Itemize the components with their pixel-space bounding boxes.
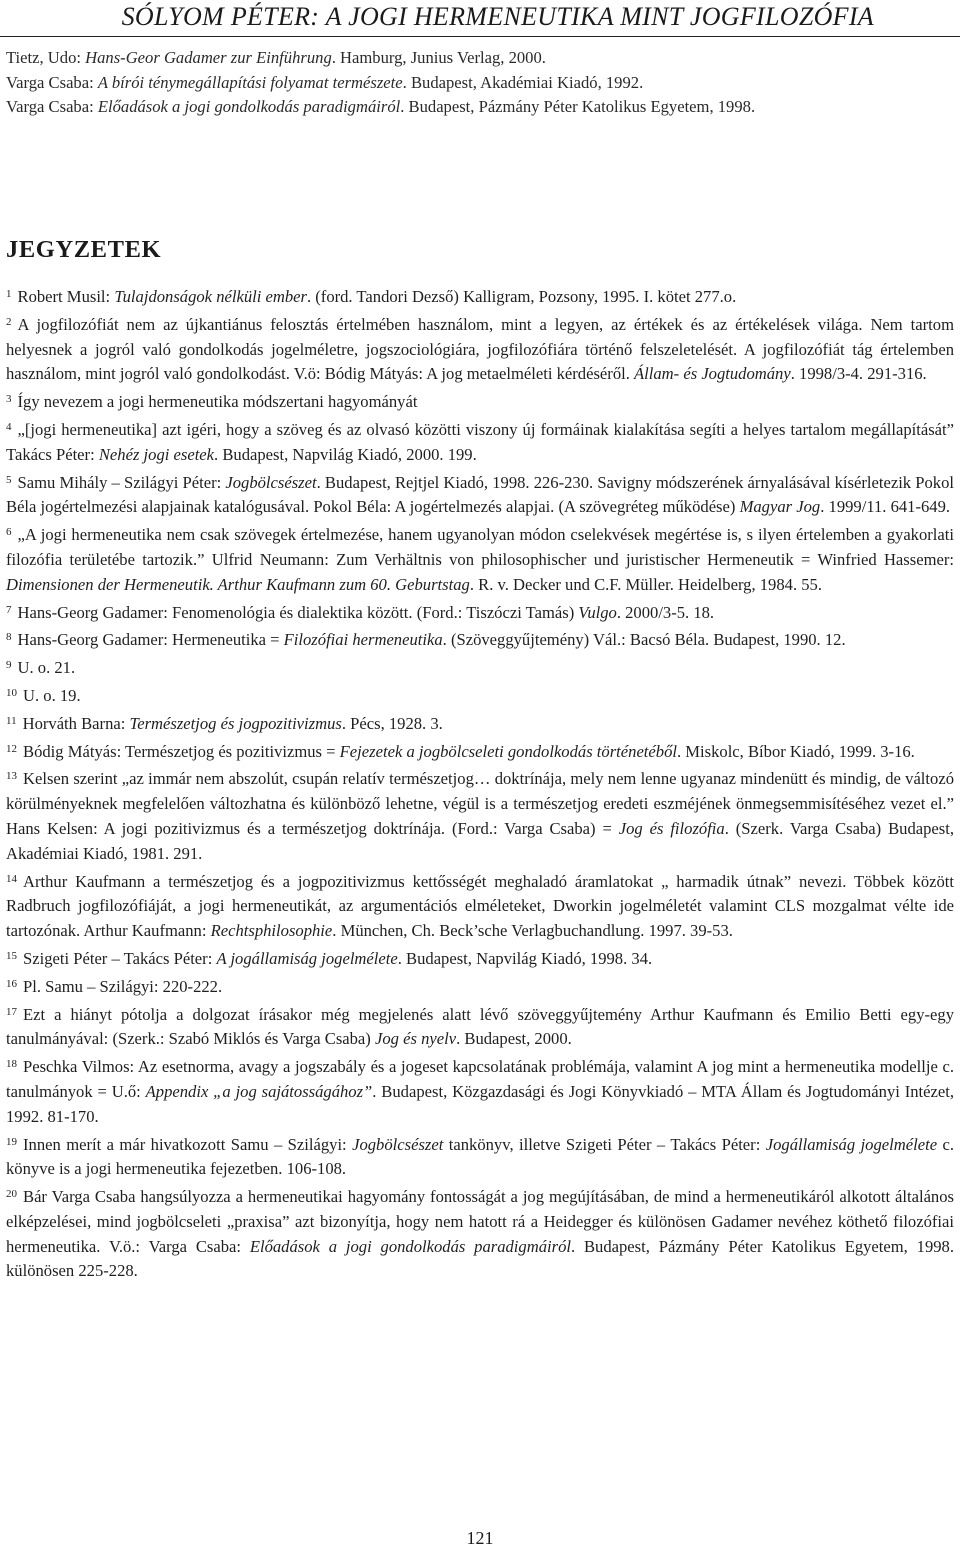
endnote-title: Dimensionen der Hermeneutik. Arthur Kaufmann zum 60. Geburtstag <box>6 574 470 594</box>
bibliography-list <box>6 46 956 120</box>
endnote-text: Samu Mihály – Szilágyi Péter: <box>17 472 226 492</box>
endnote-text: . Budapest, 2000. <box>456 1029 572 1049</box>
endnote-text: . (ford. Tandori Dezső) Kalligram, Pozsony, 1995. I. kötet 277.o. <box>306 287 737 306</box>
bibliography-entry <box>6 95 956 120</box>
endnote-text: . Budapest, Napvilág Kiadó, 1998. 34. <box>397 948 653 968</box>
notes-heading: JEGYZETEK <box>6 236 162 263</box>
endnote-title: Jog és nyelv <box>374 1029 457 1049</box>
endnote <box>6 1000 954 1053</box>
ref-publication: . Budapest, Pázmány Péter Katolikus Egyetem, 1998. <box>400 97 756 117</box>
endnote-number: 19 <box>6 1135 17 1148</box>
endnote-number: 15 <box>6 949 17 962</box>
endnote-number: 14 <box>6 872 17 885</box>
endnote-text: Hans-Georg Gadamer: Fenomenológia és dialektika között. (Ford.: Tiszóczi Tamás) <box>17 602 579 622</box>
endnote-text: . München, Ch. Beck’sche Verlagbuchandlung. 1997. 39-53. <box>332 921 733 941</box>
endnote-text: Peschka Vilmos: Az esetnorma, avagy a jogszabály és a jogeset kapcsolatának problémája, valamint A jog mint a hermeneutika modellje c. tanulmányok = U.ő: <box>6 1057 954 1101</box>
endnote-text: . Pécs, 1928. 3. <box>341 713 443 733</box>
endnote <box>6 867 954 944</box>
endnote-text: c. könyve is a jogi hermeneutika fejezetben. 106-108. <box>6 1134 954 1179</box>
bibliography-entry <box>6 46 956 71</box>
endnote-number: 7 <box>6 603 12 616</box>
endnote-text: U. o. 21. <box>17 658 76 678</box>
endnote <box>6 282 954 310</box>
endnote-title: Természetjog és jogpozitivizmus <box>129 713 342 733</box>
endnote <box>6 387 954 415</box>
endnote-text: Innen merít a már hivatkozott Samu – Szilágyi: <box>23 1134 353 1154</box>
endnote-number: 16 <box>6 977 17 990</box>
endnote-text: . (Szerk. Varga Csaba) Budapest, Akadémiai Kiadó, 1981. 291. <box>6 818 955 863</box>
page-number: 121 <box>466 1528 494 1548</box>
endnote-text: Ezt a hiányt pótolja a dolgozat írásakor még megjelenés alatt lévő szöveggyűjtemény Arthur Kaufmann és Emilio Betti egy-egy tanulmányával: (Szerk.: Szabó Miklós és Varga Csaba) <box>6 1004 954 1049</box>
endnotes-list <box>6 282 954 1284</box>
ref-author: Tietz, Udo: <box>6 48 86 67</box>
endnote-number: 10 <box>6 686 17 699</box>
endnote-title: Magyar Jog <box>739 497 821 517</box>
endnote-title: Nehéz jogi esetek <box>98 444 215 464</box>
endnote <box>6 737 954 765</box>
endnote <box>6 468 954 521</box>
endnote-text: Bódig Mátyás: Természetjog és pozitivizmus = <box>23 741 340 761</box>
endnote-text: Horváth Barna: <box>22 713 130 733</box>
endnote-number: 17 <box>6 1005 17 1018</box>
endnote-number: 20 <box>6 1188 17 1201</box>
endnote-title: Előadások a jogi gondolkodás paradigmáiról <box>249 1236 571 1256</box>
endnote-text: Így nevezem a jogi hermeneutika módszertani hagyományát <box>17 392 418 412</box>
endnote-number: 4 <box>6 420 12 433</box>
endnote-number: 3 <box>6 393 12 406</box>
endnote-number: 11 <box>6 714 17 727</box>
ref-publication: . Budapest, Akadémiai Kiadó, 1992. <box>402 72 644 92</box>
endnote-title: Rechtsphilosophie <box>210 921 333 941</box>
endnote <box>6 310 954 387</box>
endnote-number: 5 <box>6 473 12 486</box>
endnote-title: A jogállamiság jogelmélete <box>216 948 398 968</box>
endnote-title: Vulgo <box>578 602 617 622</box>
endnote-text: . 2000/3-5. 18. <box>616 602 715 622</box>
ref-title: Előadások a jogi gondolkodás paradigmáiról <box>97 97 401 117</box>
endnote-text: Hans-Georg Gadamer: Hermeneutika = <box>17 630 284 650</box>
endnote-title: Jogbölcsészet <box>225 472 317 492</box>
endnote-number: 13 <box>6 770 17 783</box>
ref-author: Varga Csaba: <box>6 97 98 117</box>
endnote-title: Appendix „a jog sajátosságához” <box>145 1081 373 1101</box>
running-header-title: SÓLYOM PÉTER: A JOGI HERMENEUTIKA MINT JOGFILOZÓFIA <box>121 2 874 31</box>
endnote-text: . Budapest, Napvilág Kiadó, 2000. 199. <box>214 444 477 464</box>
endnote-text: Arthur Kaufmann a természetjog és a jogpozitivizmus kettősségét meghaladó áramlatokat „ harmadik útnak” nevezi. Többek között Radbruch jogfilozófiáját, a jogi hermeneutikát, az argumentációs elméleteket, Dworkin jogelméletét valamint CLS mozgalmat vélte ide tartozónak. Arthur Kaufmann: <box>6 871 954 941</box>
endnote <box>6 1130 954 1183</box>
endnote <box>6 972 954 1000</box>
endnote <box>6 1182 954 1284</box>
endnote <box>6 764 954 866</box>
ref-author: Varga Csaba: <box>6 72 98 92</box>
endnote-text: Bár Varga Csaba hangsúlyozza a hermeneutikai hagyomány fontosságát a jog megújításában, de mind a hermeneutikáról alkotott általános elképzelései, mind jogbölcseleti „praxisa” azt bizonyítja, hogy nem hatott rá a Heidegger és különösen Gadamer nevéhez köthető filozófiai hermeneutika. V.ö.: Varga Csaba: <box>6 1187 954 1256</box>
endnote-text: Pl. Samu – Szilágyi: 220-222. <box>23 976 223 996</box>
endnote-text: U. o. 19. <box>23 685 81 705</box>
endnote <box>6 709 954 737</box>
endnote-number: 8 <box>6 631 12 644</box>
endnote-text: . 1998/3-4. 291-316. <box>790 364 927 384</box>
endnote-text: . 1999/11. 641-649. <box>820 497 951 517</box>
endnote <box>6 944 954 972</box>
ref-title: A bírói ténymegállapítási folyamat természete <box>97 72 403 92</box>
endnote <box>6 520 954 597</box>
ref-publication: . Hamburg, Junius Verlag, 2000. <box>331 48 546 67</box>
bibliography-entry <box>6 71 956 96</box>
endnote-text: „[jogi hermeneutika] azt igéri, hogy a szöveg és az olvasó közötti viszony új formáinak kialakítása segíti a helyes tartalom megállapítását” Takács Péter: <box>6 419 954 464</box>
endnote-text: A jogfilozófiát nem az újkantiánus felosztás értelmében használom, mint a legyen, az értékek és az értékelések világa. Nem tartom helyesnek a jogról való gondolkodás jogelméletre, jogszociológiára, jogfilozófiára történő felszeletelését. A jogfilozófiát tág értelemben használom, mint jogról való gondolkodást. V.ö: Bódig Mátyás: A jog metaelméleti kérdéséről. <box>6 314 954 384</box>
endnote-title: Jog és filozófia <box>618 818 725 838</box>
endnote-text: . (Szöveggyűjtemény) Vál.: Bacsó Béla. Budapest, 1990. 12. <box>442 630 846 650</box>
endnote-text: „A jogi hermeneutika nem csak szövegek értelmezése, hanem ugyanolyan módon cselekvések megértése is, s ilyen értelemben a gyakorlati filozófia területébe tartozik.” Ulfrid Neumann: Zum Verhältnis von philosophischer und juristischer Hermeneutik = Winfried Hassemer: <box>6 525 954 569</box>
endnote-text: . Budapest, Rejtjel Kiadó, 1998. 226-230. Savigny módszerének árnyalásával kísérletezik Pokol Béla jogértelmezési alapjainak katalógusával. Pokol Béla: A jogértelmezés alapjai. (A szövegréteg működése) <box>6 472 954 517</box>
endnote <box>6 625 954 653</box>
endnote-text: . Budapest, Pázmány Péter Katolikus Egyetem, 1998. különösen 225-228. <box>6 1236 954 1281</box>
endnote <box>6 598 954 626</box>
endnote-text: . R. v. Decker und C.F. Müller. Heidelberg, 1984. 55. <box>469 574 822 594</box>
running-header <box>0 0 960 37</box>
endnote-text: Kelsen szerint „az immár nem abszolút, csupán relatív természetjog… doktrínája, mely nem lenne ugyanaz mindenütt és mindig, de változó körülményeknek megfelelően változhatna és különböző lehetne, végül is a természetjog eredeti eszméjének önmegsemmisítéséhez vezet el.” Hans Kelsen: A jogi pozitivizmus és a természetjog doktrínája. (Ford.: Varga Csaba) = <box>6 769 954 838</box>
ref-title: Hans-Geor Gadamer zur Einführung <box>85 48 332 67</box>
endnote-text: Szigeti Péter – Takács Péter: <box>23 948 217 968</box>
endnote-title: Jogbölcsészet <box>352 1134 444 1154</box>
endnote-text: Robert Musil: <box>17 287 115 306</box>
endnote <box>6 653 954 681</box>
endnote <box>6 1052 954 1129</box>
endnote-title: Állam- és Jogtudomány <box>634 364 791 384</box>
endnote-text: . Miskolc, Bíbor Kiadó, 1999. 3-16. <box>676 741 915 761</box>
endnote-title: Fejezetek a jogbölcseleti gondolkodás történetéből <box>339 741 677 761</box>
endnote-number: 6 <box>6 526 12 539</box>
endnote-number: 2 <box>6 315 12 328</box>
endnote <box>6 415 954 468</box>
endnote-text: . Budapest, Közgazdasági és Jogi Könyvkiadó – MTA Állam és Jogtudományi Intézet, 1992. 81-170. <box>6 1081 955 1126</box>
endnote-number: 18 <box>6 1058 17 1071</box>
endnote-number: 12 <box>6 742 17 755</box>
endnote-text: tankönyv, illetve Szigeti Péter – Takács Péter: <box>443 1134 766 1154</box>
endnote-title: Tulajdonságok nélküli ember <box>114 287 307 306</box>
endnote-title: Jogállamiság jogelmélete <box>765 1134 938 1154</box>
endnote-title: Filozófiai hermeneutika <box>283 630 443 650</box>
endnote <box>6 681 954 709</box>
endnote-number: 1 <box>6 288 12 300</box>
endnote-number: 9 <box>6 659 12 672</box>
